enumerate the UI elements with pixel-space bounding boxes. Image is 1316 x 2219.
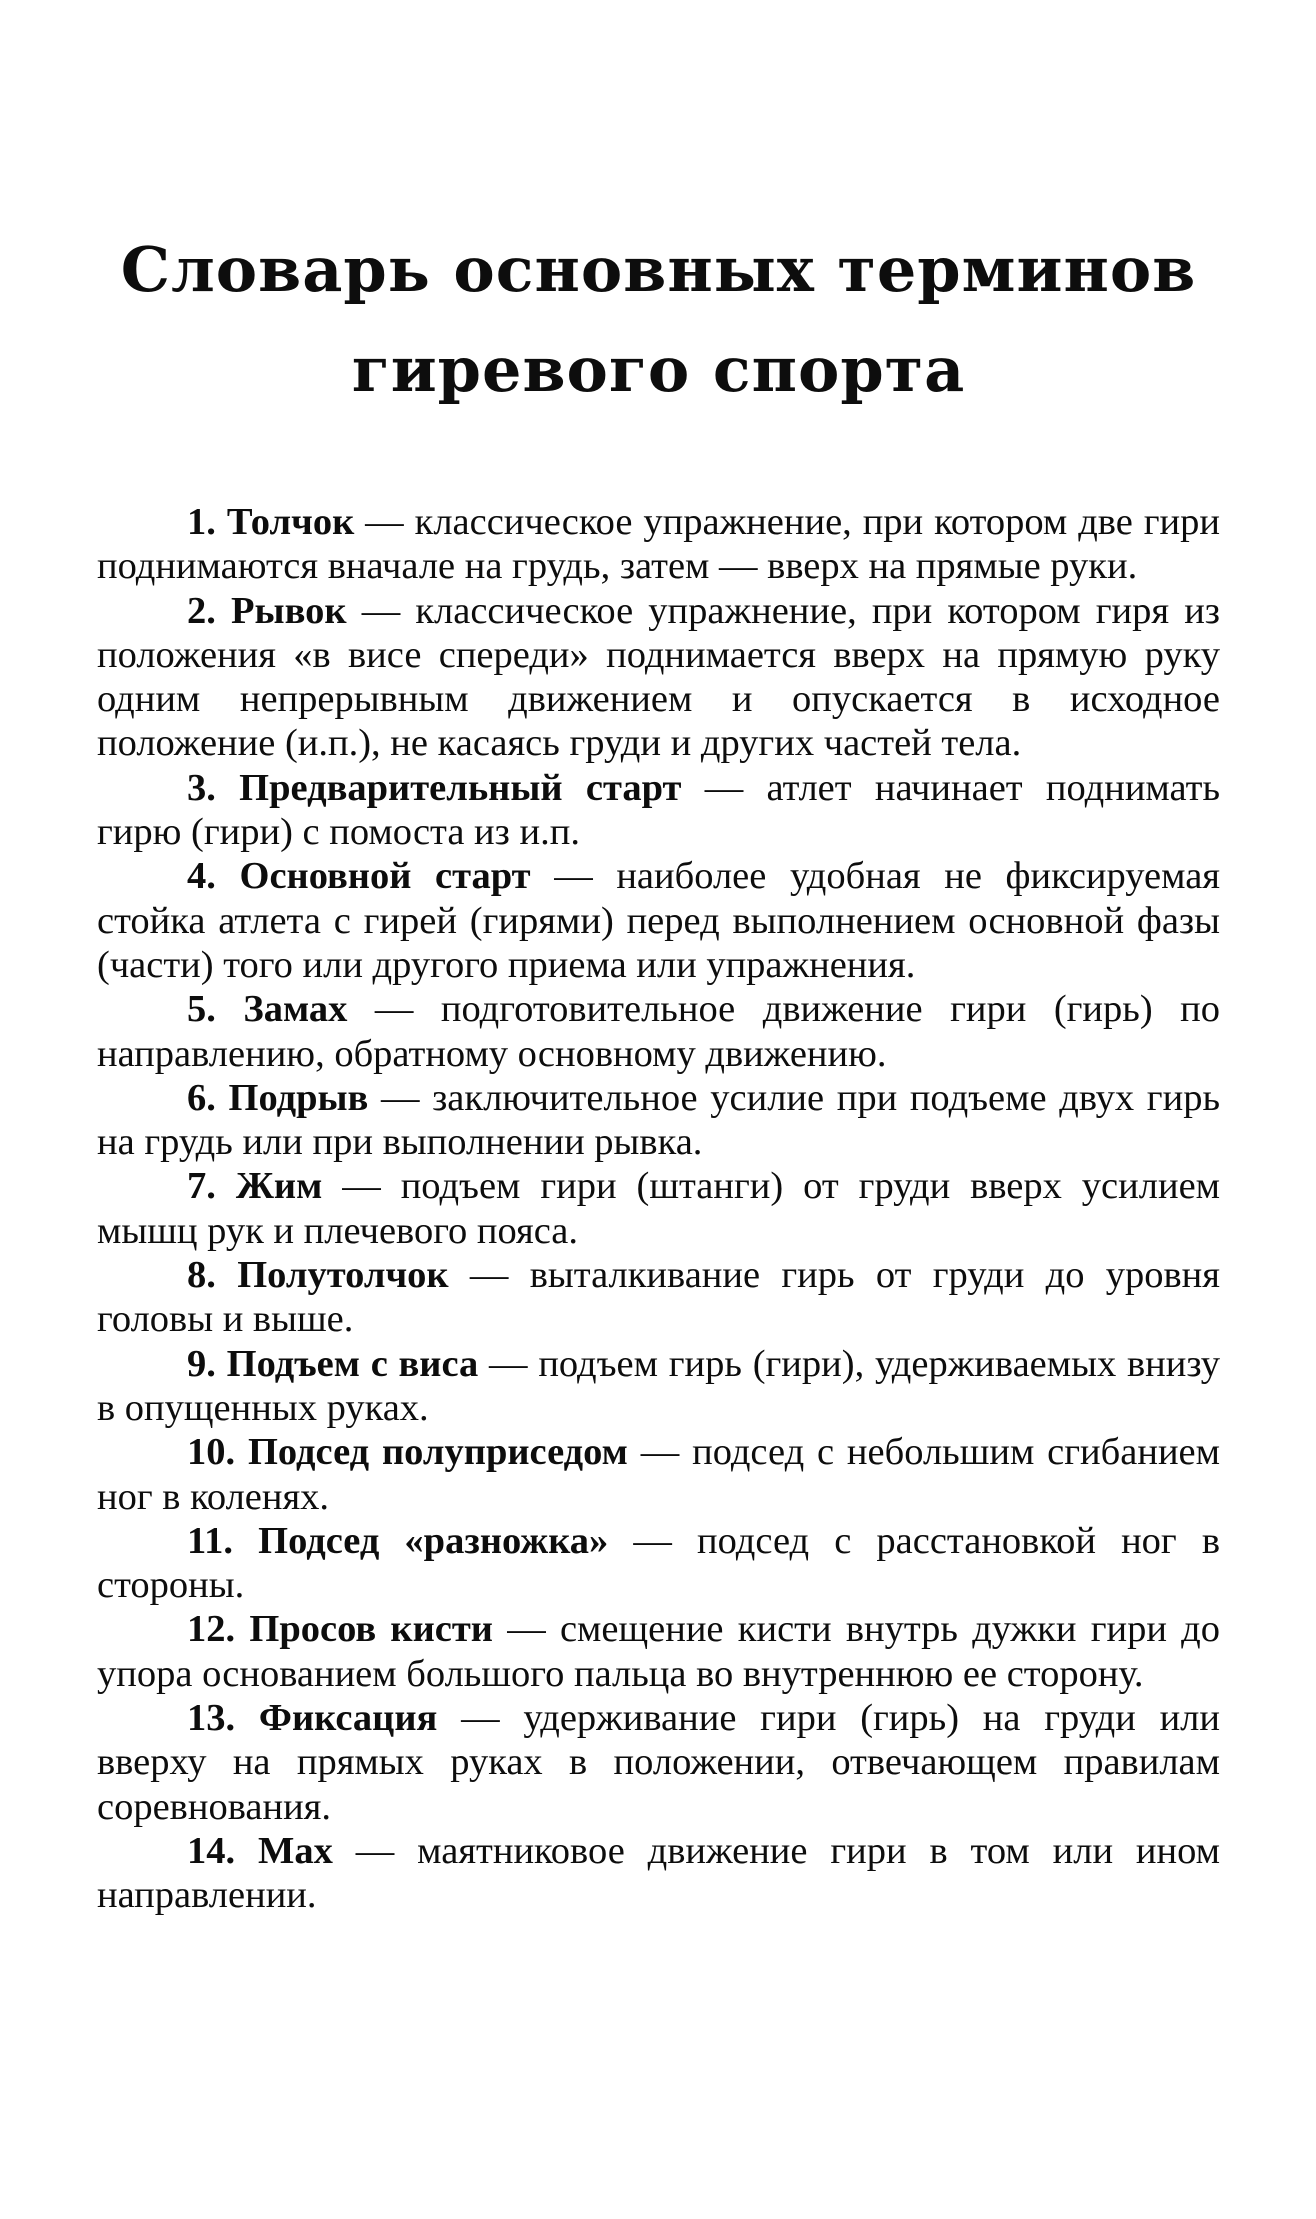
entry-definition: подсед с небольшим сгибанием ног в коленях. bbox=[97, 1431, 1220, 1518]
glossary-entry bbox=[97, 1829, 1220, 1918]
entry-number: 3. bbox=[187, 766, 216, 809]
entry-dash: — bbox=[681, 766, 767, 809]
entry-dash: — bbox=[492, 1608, 560, 1651]
entry-number: 8. bbox=[187, 1254, 216, 1297]
entry-number: 10. bbox=[187, 1431, 236, 1474]
glossary-entry bbox=[97, 987, 1220, 1076]
entry-number: 12. bbox=[187, 1608, 236, 1651]
glossary-entry bbox=[97, 1696, 1220, 1829]
glossary-entry bbox=[97, 766, 1220, 855]
entry-number: 11. bbox=[187, 1519, 234, 1562]
page-title bbox=[97, 220, 1220, 420]
entry-definition: смещение кисти внутрь дужки гири до упора основанием большого пальца во внутреннюю ее сторону. bbox=[97, 1608, 1221, 1695]
entry-term: Предварительный старт bbox=[239, 766, 682, 809]
entry-number: 14. bbox=[187, 1829, 236, 1872]
entry-dash: — bbox=[448, 1254, 530, 1297]
entry-term: Замах bbox=[243, 988, 348, 1031]
glossary-entry bbox=[97, 1430, 1220, 1519]
entry-term: Рывок bbox=[231, 589, 347, 632]
document-page bbox=[97, 0, 1220, 2219]
entry-definition: подготовительное движение гири (гирь) по направлению, обратному основному движению. bbox=[97, 988, 1221, 1075]
entry-dash: — bbox=[332, 1829, 418, 1872]
entry-definition: маятниковое движение гири в том или ином направлении. bbox=[97, 1829, 1221, 1917]
entry-term: Мах bbox=[258, 1829, 333, 1872]
glossary-entry bbox=[97, 1164, 1220, 1253]
glossary-entry bbox=[97, 1076, 1220, 1165]
entry-definition: подсед с расстановкой ног в стороны. bbox=[97, 1519, 1221, 1607]
entry-dash: — bbox=[437, 1697, 524, 1740]
entry-dash: — bbox=[322, 1165, 401, 1208]
glossary-entry bbox=[97, 1253, 1220, 1342]
title-line-1: Словарь основных терминов bbox=[120, 233, 1197, 306]
entry-term: Основной старт bbox=[239, 855, 531, 898]
entry-term: Жим bbox=[235, 1165, 323, 1208]
entry-number: 13. bbox=[187, 1697, 236, 1740]
entry-definition: удерживание гири (гирь) на груди или вверху на прямых руках в положении, отвечающем правилам соревнования. bbox=[97, 1697, 1220, 1828]
glossary-entry bbox=[97, 589, 1220, 766]
entry-number: 5. bbox=[187, 988, 216, 1031]
entry-definition: подъем гири (штанги) от груди вверх усилием мышц рук и плечевого пояса. bbox=[97, 1165, 1221, 1252]
glossary-entry bbox=[97, 1342, 1220, 1431]
glossary-list bbox=[97, 500, 1220, 1918]
entry-term: Фиксация bbox=[258, 1697, 438, 1740]
entry-definition: атлет начинает поднимать гирю (гири) с помоста из и.п. bbox=[97, 766, 1221, 854]
entry-dash: — bbox=[608, 1519, 698, 1562]
entry-dash: — bbox=[368, 1076, 433, 1119]
title-line-2: гиревого спорта bbox=[351, 333, 966, 406]
entry-number: 9. bbox=[187, 1342, 216, 1385]
glossary-entry bbox=[97, 1519, 1220, 1608]
entry-number: 2. bbox=[187, 589, 216, 632]
entry-dash: — bbox=[346, 589, 416, 632]
entry-term: Подсед полуприседом bbox=[247, 1431, 628, 1474]
entry-number: 4. bbox=[187, 855, 216, 898]
entry-term: Подсед «разножка» bbox=[258, 1519, 609, 1562]
entry-number: 1. bbox=[187, 501, 216, 543]
entry-dash: — bbox=[354, 501, 415, 543]
glossary-entry bbox=[97, 1607, 1220, 1696]
entry-term: Подрыв bbox=[228, 1076, 369, 1119]
entry-dash: — bbox=[478, 1342, 539, 1385]
entry-number: 6. bbox=[187, 1076, 216, 1119]
entry-definition: наиболее удобная не фиксируемая стойка атлета с гирей (гирями) перед выполнением основной фазы (части) того или другого приема или упражнения. bbox=[97, 855, 1221, 986]
entry-term: Просов кисти bbox=[249, 1608, 493, 1651]
entry-number: 7. bbox=[187, 1165, 216, 1208]
glossary-entry bbox=[97, 854, 1220, 987]
entry-definition: выталкивание гирь от груди до уровня головы и выше. bbox=[97, 1254, 1220, 1341]
glossary-entry bbox=[97, 500, 1220, 589]
entry-term: Полутолчок bbox=[237, 1254, 449, 1297]
entry-term: Подъем с виса bbox=[226, 1342, 479, 1385]
entry-definition: заключительное усилие при подъеме двух гирь на грудь или при выполнении рывка. bbox=[97, 1076, 1221, 1164]
entry-definition: классическое упражнение, при котором гиря из положения «в висе спереди» поднимается вверх на прямую руку одним непрерывным движением и опускается в исходное положение (и.п.), не касаясь груди и других частей тела. bbox=[97, 589, 1221, 765]
entry-definition: подъем гирь (гири), удерживаемых внизу в опущенных руках. bbox=[97, 1342, 1221, 1429]
entry-dash: — bbox=[530, 855, 617, 898]
entry-term: Толчок bbox=[226, 501, 355, 543]
entry-dash: — bbox=[347, 988, 441, 1031]
entry-dash: — bbox=[627, 1431, 693, 1474]
entry-definition: классическое упражнение, при котором две гири поднимаются вначале на грудь, затем — вверх на прямые руки. bbox=[97, 501, 1221, 588]
